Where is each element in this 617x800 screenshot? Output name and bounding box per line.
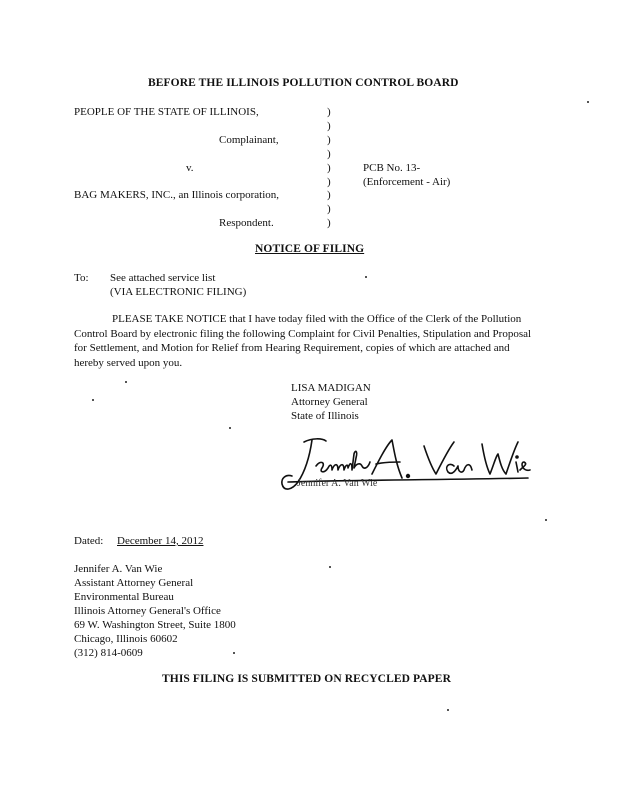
document-heading: BEFORE THE ILLINOIS POLLUTION CONTROL BOARD: [148, 77, 459, 89]
scan-speck: [447, 709, 449, 711]
paren-8: ): [327, 203, 331, 215]
scan-speck: [587, 101, 589, 103]
paren-3: ): [327, 134, 331, 146]
to-line-2: (VIA ELECTRONIC FILING): [110, 286, 247, 298]
to-line-1: See attached service list: [110, 272, 216, 284]
paren-6: ): [327, 176, 331, 188]
plaintiff-role: Complainant,: [219, 134, 279, 146]
dated-label: Dated:: [74, 535, 104, 547]
paren-7: ): [327, 189, 331, 201]
defendant-name: BAG MAKERS, INC., an Illinois corporation,: [74, 189, 280, 201]
contact-title: Assistant Attorney General: [74, 577, 194, 589]
notice-title: NOTICE OF FILING: [255, 243, 365, 255]
scan-speck: [92, 399, 94, 401]
signer-state: State of Illinois: [291, 410, 359, 422]
typed-signature: Jennifer A. Van Wie: [297, 478, 378, 489]
recycled-paper-footer: THIS FILING IS SUBMITTED ON RECYCLED PAPER: [162, 673, 451, 685]
notice-paragraph-text: PLEASE TAKE NOTICE that I have today filed with the Office of the Clerk of the Pollution Control Board by electronic filing the following Complaint for Civil Penalties, Stipulation and Proposal for Settlement, and Motion for Relief from Hearing Requirement, copies of which are attached and hereby served upon you.: [74, 313, 532, 369]
contact-address-1: 69 W. Washington Street, Suite 1800: [74, 619, 236, 631]
plaintiff-name: PEOPLE OF THE STATE OF ILLINOIS,: [74, 106, 259, 118]
versus-label: v.: [186, 162, 194, 174]
notice-paragraph: [74, 312, 534, 370]
contact-name: Jennifer A. Van Wie: [74, 563, 163, 575]
signer-name: LISA MADIGAN: [291, 382, 371, 394]
to-label: To:: [74, 272, 89, 284]
paren-5: ): [327, 162, 331, 174]
signer-title: Attorney General: [291, 396, 368, 408]
contact-office: Illinois Attorney General's Office: [74, 605, 221, 617]
paren-1: ): [327, 106, 331, 118]
paren-4: ): [327, 148, 331, 160]
contact-phone: (312) 814-0609: [74, 647, 143, 659]
paren-2: ): [327, 120, 331, 132]
dated-value: December 14, 2012: [117, 535, 204, 547]
scan-speck: [125, 381, 127, 383]
handwritten-signature: [268, 432, 538, 502]
scan-speck: [365, 276, 367, 278]
case-type: (Enforcement - Air): [363, 176, 451, 188]
defendant-role: Respondent.: [219, 217, 274, 229]
scan-speck: [229, 427, 231, 429]
contact-bureau: Environmental Bureau: [74, 591, 174, 603]
scan-speck: [545, 519, 547, 521]
scan-speck: [329, 566, 331, 568]
case-number: PCB No. 13-: [363, 162, 421, 174]
paren-9: ): [327, 217, 331, 229]
contact-address-2: Chicago, Illinois 60602: [74, 633, 178, 645]
scan-speck: [233, 652, 235, 654]
